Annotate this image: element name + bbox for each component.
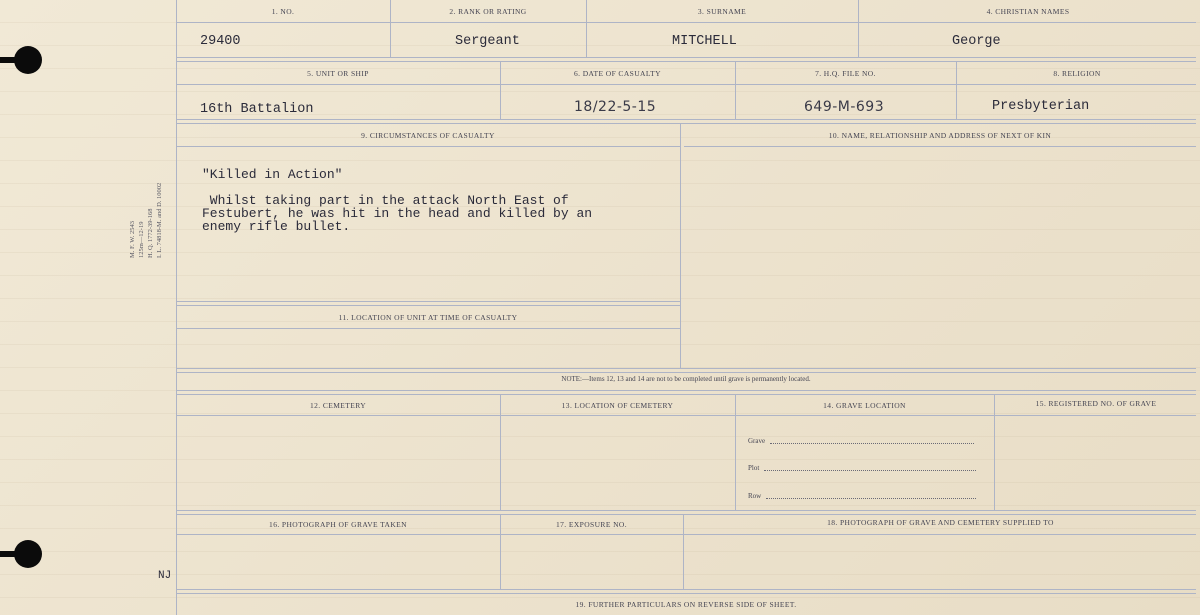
corner-mark: NJ	[158, 570, 172, 582]
service-number: 29400	[200, 34, 241, 49]
photo-taken-label: 16. PHOTOGRAPH OF GRAVE TAKEN	[269, 520, 407, 529]
note-text: NOTE:—Items 12, 13 and 14 are not to be completed until grave is permanently located.	[561, 375, 811, 383]
hq-file-label: 7. H.Q. FILE NO.	[815, 69, 876, 78]
punch-hole	[14, 540, 42, 568]
rank-label: 2. RANK OR RATING	[449, 7, 527, 16]
christian-names-label: 4. CHRISTIAN NAMES	[986, 7, 1070, 16]
religion-value: Presbyterian	[992, 99, 1090, 114]
registered-no-label: 15. REGISTERED NO. OF GRAVE	[1035, 399, 1157, 408]
circumstances-label: 9. CIRCUMSTANCES OF CASUALTY	[361, 131, 495, 140]
hq-file-value: 649-M-693	[804, 99, 885, 115]
surname-value: MITCHELL	[672, 34, 737, 49]
no-label: 1. NO.	[271, 7, 295, 16]
further-particulars-label: 19. FURTHER PARTICULARS ON REVERSE SIDE OF SHEET.	[575, 600, 797, 609]
plot-field-label: Plot	[748, 464, 760, 472]
date-label: 6. DATE OF CASUALTY	[574, 69, 661, 78]
cemetery-label: 12. CEMETERY	[309, 401, 367, 410]
circumstances-line: Festubert, he was hit in the head and killed by an	[202, 206, 593, 221]
row-field-label: Row	[748, 492, 762, 500]
religion-label: 8. RELIGION	[1053, 69, 1101, 78]
circumstances-line: Whilst taking part in the attack North East of	[202, 193, 569, 208]
form-code: M. F. W. 2543 125m—12-19 H. Q. 1772-39-168 I. L. 74818-M. and D. 10002	[129, 182, 163, 258]
exposure-no-label: 17. EXPOSURE NO.	[556, 520, 627, 529]
date-value: 18/22-5-15	[574, 99, 657, 115]
punch-hole	[14, 46, 42, 74]
location-of-cemetery-label: 13. LOCATION OF CEMETERY	[561, 401, 674, 410]
christian-names-value: George	[952, 34, 1001, 49]
next-of-kin-label: 10. NAME, RELATIONSHIP AND ADDRESS OF NEXT OF KIN	[828, 131, 1052, 140]
casualty-status: "Killed in Action"	[202, 167, 343, 182]
rank-value: Sergeant	[455, 34, 520, 49]
photo-supplied-label: 18. PHOTOGRAPH OF GRAVE AND CEMETERY SUPPLIED TO	[827, 518, 1054, 527]
location-of-unit-label: 11. LOCATION OF UNIT AT TIME OF CASUALTY	[338, 313, 518, 322]
grave-location-label: 14. GRAVE LOCATION	[823, 401, 906, 410]
grave-field-label: Grave	[748, 437, 766, 445]
unit-label: 5. UNIT OR SHIP	[307, 69, 369, 78]
unit-value: 16th Battalion	[200, 102, 314, 117]
surname-label: 3. SURNAME	[697, 7, 747, 16]
circumstances-line: enemy rifle bullet.	[202, 219, 351, 234]
